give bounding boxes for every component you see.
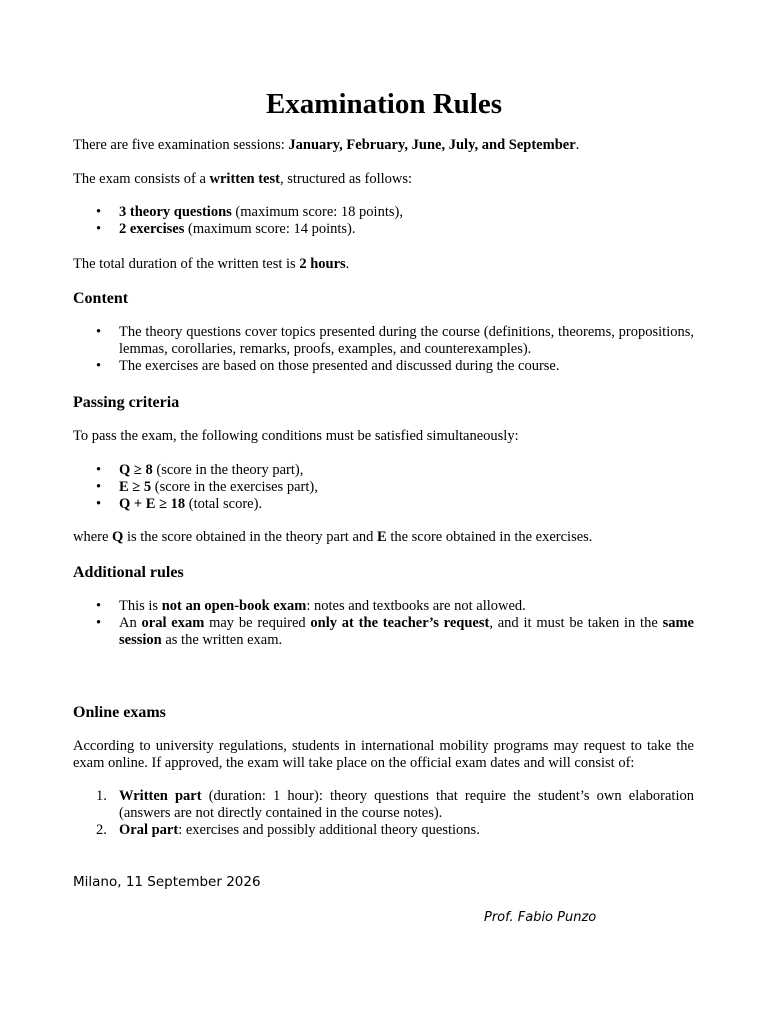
- bullet-icon: •: [96, 615, 102, 631]
- session-months: January, February, June, July, and September: [288, 137, 576, 153]
- list-item: 2. Oral part: exercises and possibly additional theory questions.: [96, 822, 480, 838]
- list-item: • 3 theory questions (maximum score: 18 points),: [96, 204, 403, 220]
- page-title: Examination Rules: [265, 88, 503, 120]
- additional-rules-heading: Additional rules: [73, 564, 184, 581]
- sessions-paragraph: There are five examination sessions: January, February, June, July, and September.: [73, 137, 580, 153]
- online-intro: According to university regulations, students in international mobility programs may request to take the exam online. If approved, the exam will take place on the official exam dates and will consist of:: [73, 738, 694, 771]
- duration-paragraph: The total duration of the written test is 2 hours.: [73, 256, 350, 272]
- bullet-icon: •: [96, 204, 102, 220]
- bullet-icon: •: [96, 221, 102, 237]
- bullet-icon: •: [96, 358, 102, 374]
- list-item: • Q ≥ 8 (score in the theory part),: [96, 462, 304, 478]
- bullet-icon: •: [96, 496, 102, 512]
- content-list: [73, 324, 694, 375]
- content-heading: Content: [73, 290, 129, 307]
- bullet-icon: •: [96, 598, 102, 614]
- list-item: • This is not an open-book exam: notes and textbooks are not allowed.: [96, 598, 526, 614]
- list-item: • An oral exam may be required only at the teacher’s request, and it must be taken in the same session as the written exam.: [96, 615, 694, 648]
- additional-list: [73, 598, 694, 649]
- place-date: Milano, 11 September 2026: [73, 874, 261, 890]
- structure-paragraph: The exam consists of a written test, structured as follows:: [73, 171, 413, 187]
- structure-list: [73, 204, 694, 238]
- list-item: • E ≥ 5 (score in the exercises part),: [96, 479, 318, 495]
- passing-intro: To pass the exam, the following conditions must be satisfied simultaneously:: [73, 428, 519, 444]
- list-item: • The exercises are based on those presented and discussed during the course.: [96, 358, 560, 374]
- passing-list: [73, 462, 694, 513]
- passing-where: where Q is the score obtained in the theory part and E the score obtained in the exercises.: [73, 529, 593, 545]
- bullet-icon: •: [96, 324, 102, 340]
- online-list: [73, 788, 694, 839]
- online-exams-heading: Online exams: [73, 704, 166, 721]
- bullet-icon: •: [96, 462, 102, 478]
- list-item: 1. Written part (duration: 1 hour): theory questions that require the student’s own elaboration (answers are not directly contained in the course notes).: [96, 788, 694, 821]
- list-item: • The theory questions cover topics presented during the course (definitions, theorems, propositions, lemmas, corollaries, remarks, proofs, examples, and counterexamples).: [96, 324, 694, 357]
- list-item: • Q + E ≥ 18 (total score).: [96, 496, 263, 512]
- bullet-icon: •: [96, 479, 102, 495]
- list-item: • 2 exercises (maximum score: 14 points).: [96, 221, 356, 237]
- signature: Prof. Fabio Punzo: [484, 910, 597, 925]
- passing-criteria-heading: Passing criteria: [73, 394, 180, 411]
